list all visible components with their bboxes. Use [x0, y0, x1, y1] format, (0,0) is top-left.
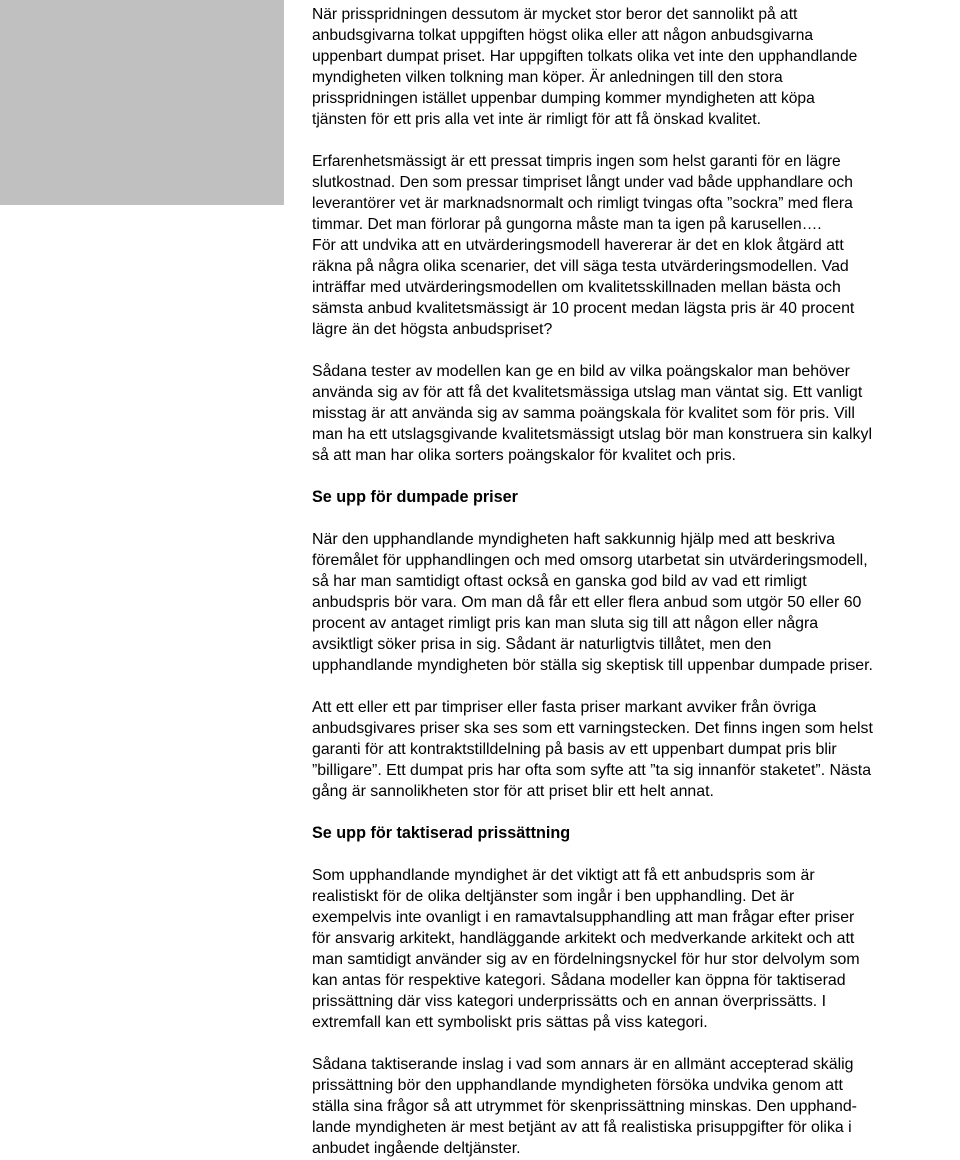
- text-line: föremålet för upphandlingen och med omsorg utarbetat sin utvärderingsmodell,: [312, 552, 868, 569]
- text-line: myndigheten vilken tolkning man köper. Är anledningen till den stora: [312, 69, 783, 86]
- paragraph-gap: [312, 508, 958, 529]
- text-line: Sådana taktiserande inslag i vad som annars är en allmänt accepterad skälig: [312, 1056, 854, 1073]
- document-body: [312, 4, 958, 1159]
- paragraph-gap: [312, 466, 958, 487]
- paragraph-gap: [312, 676, 958, 697]
- paragraph-gap: [312, 802, 958, 823]
- text-line: gång är sannolikheten stor för att priset blir ett helt annat.: [312, 783, 714, 800]
- paragraph-prisspridning: [312, 4, 958, 130]
- text-line: anbudsgivares priser ska ses som ett varningstecken. Det finns ingen som helst: [312, 720, 873, 737]
- text-line: lande myndigheten är mest betjänt av att få realistiska prisuppgifter för olika i: [312, 1119, 852, 1136]
- text-line: Som upphandlande myndighet är det viktigt att få ett anbudspris som är: [312, 867, 815, 884]
- text-line: kan antas för respektive kategori. Sådana modeller kan öppna för taktiserad: [312, 972, 846, 989]
- text-line: misstag är att använda sig av samma poängskala för kvalitet som för pris. Vill: [312, 405, 855, 422]
- section-heading-taktiserad-prissattning: Se upp för taktiserad prissättning: [312, 824, 571, 842]
- text-line: procent av antaget rimligt pris kan man sluta sig till att någon eller några: [312, 615, 819, 632]
- paragraph-gap: [312, 130, 958, 151]
- text-line: Att ett eller ett par timpriser eller fasta priser markant avviker från övriga: [312, 699, 817, 716]
- text-line: När prisspridningen dessutom är mycket stor beror det sannolikt på att: [312, 6, 798, 23]
- text-line: realistiskt för de olika deltjänster som ingår i ben upphandling. Det är: [312, 888, 795, 905]
- text-line: använda sig av för att få det kvalitetsmässiga utslag man väntat sig. Ett vanligt: [312, 384, 863, 401]
- text-line: prisspridningen istället uppenbar dumping kommer myndigheten att köpa: [312, 90, 815, 107]
- text-line: Erfarenhetsmässigt är ett pressat timpris ingen som helst garanti för en lägre: [312, 153, 841, 170]
- text-line: ställa sina frågor så att utrymmet för skenprissättning minskas. Den upphand-: [312, 1098, 857, 1115]
- text-line: Sådana tester av modellen kan ge en bild av vilka poängskalor man behöver: [312, 363, 850, 380]
- paragraph-tester: [312, 361, 958, 466]
- text-line: anbudspris bör vara. Om man då får ett eller flera anbud som utgör 50 eller 60: [312, 594, 862, 611]
- paragraph-anbudspris: [312, 865, 958, 1033]
- text-line: anbudet ingående deltjänster.: [312, 1140, 521, 1157]
- text-line: så att man har olika sorters poängskalor för kvalitet och pris.: [312, 447, 736, 464]
- text-line: leverantörer vet är marknadsnormalt och rimligt tvingas ofta ”sockra” med flera: [312, 195, 853, 212]
- text-line: exempelvis inte ovanligt i en ramavtalsupphandling att man frågar efter priser: [312, 909, 855, 926]
- text-line: uppenbart dumpat priset. Har uppgiften tolkats olika vet inte den upphandlande: [312, 48, 858, 65]
- text-line: garanti för att kontraktstilldelning på basis av ett uppenbart dumpat pris blir: [312, 741, 837, 758]
- text-line: prissättning där viss kategori underprissätts och en annan överprissätts. I: [312, 993, 827, 1010]
- gray-sidebar-block: [0, 0, 284, 205]
- paragraph-timpris: [312, 151, 958, 340]
- text-line: inträffar med utvärderingsmodellen om kvalitetsskillnaden mellan bästa och: [312, 279, 841, 296]
- text-line: för ansvarig arkitekt, handläggande arkitekt och medverkande arkitekt och att: [312, 930, 855, 947]
- text-line: När den upphandlande myndigheten haft sakkunnig hjälp med att beskriva: [312, 531, 835, 548]
- text-line: lägre än det högsta anbudspriset?: [312, 321, 553, 338]
- text-line: För att undvika att en utvärderingsmodell havererar är det en klok åtgärd att: [312, 237, 844, 254]
- paragraph-taktiserande-inslag: [312, 1054, 958, 1159]
- paragraph-gap: [312, 844, 958, 865]
- text-line: prissättning bör den upphandlande myndigheten försöka undvika genom att: [312, 1077, 843, 1094]
- text-line: extremfall kan ett symboliskt pris sättas på viss kategori.: [312, 1014, 708, 1031]
- text-line: tjänsten för ett pris alla vet inte är rimligt för att få önskad kvalitet.: [312, 111, 761, 128]
- text-line: upphandlande myndigheten bör ställa sig skeptisk till uppenbar dumpade priser.: [312, 657, 873, 674]
- text-line: avsiktligt söker prisa in sig. Sådant är naturligtvis tillåtet, men den: [312, 636, 772, 653]
- paragraph-gap: [312, 340, 958, 361]
- text-line: anbudsgivarna tolkat uppgiften högst olika eller att någon anbudsgivarna: [312, 27, 814, 44]
- section-heading-dumpade-priser: Se upp för dumpade priser: [312, 488, 518, 506]
- text-line: man samtidigt använder sig av en fördelningsnyckel för hur stor delvolym som: [312, 951, 860, 968]
- text-line: timmar. Det man förlorar på gungorna måste man ta igen på karusellen….: [312, 216, 822, 233]
- paragraph-gap: [312, 1033, 958, 1054]
- paragraph-varningstecken: [312, 697, 958, 802]
- text-line: ”billigare”. Ett dumpat pris har ofta som syfte att ”ta sig innanför staketet”. Nästa: [312, 762, 872, 779]
- text-line: så har man samtidigt oftast också en ganska god bild av vad ett rimligt: [312, 573, 807, 590]
- text-line: man ha ett utslagsgivande kvalitetsmässigt utslag bör man konstruera sin kalkyl: [312, 426, 872, 443]
- paragraph-sakkunnig: [312, 529, 958, 676]
- text-line: räkna på några olika scenarier, det vill säga testa utvärderingsmodellen. Vad: [312, 258, 849, 275]
- text-line: slutkostnad. Den som pressar timpriset långt under vad både upphandlare och: [312, 174, 853, 191]
- text-line: sämsta anbud kvalitetsmässigt är 10 procent medan lägsta pris är 40 procent: [312, 300, 855, 317]
